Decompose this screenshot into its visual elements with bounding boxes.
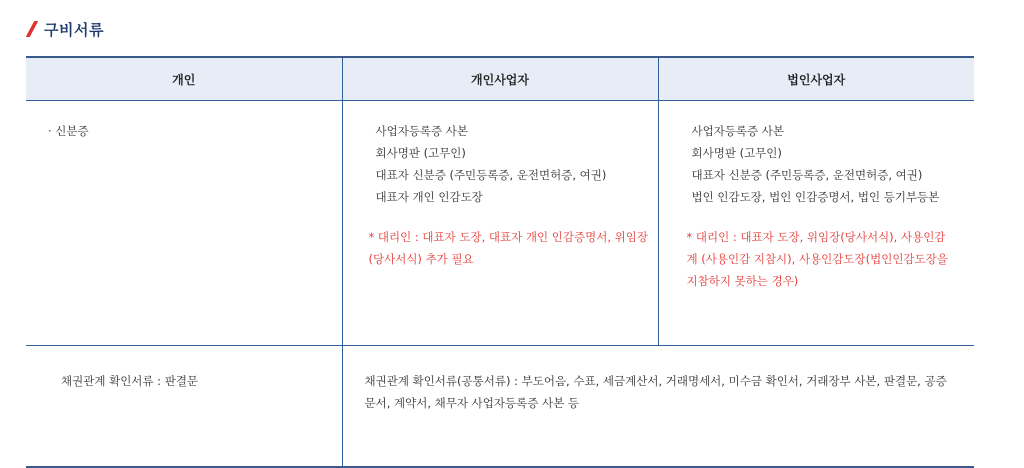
bond-detail-cell: [342, 346, 974, 468]
individual-item: · 신분증: [48, 124, 89, 138]
sole-proprietor-cell: [342, 101, 658, 346]
list-item: 법인 인감도장, 법인 인감증명서, 법인 등기부등본: [691, 190, 940, 204]
list-item: 회사명판 (고무인): [375, 146, 466, 160]
table-row: [26, 346, 974, 468]
table-row: [26, 101, 974, 346]
header-corporation: 법인사업자: [658, 57, 974, 101]
individual-cell: [26, 101, 342, 346]
header-sole-proprietor: 개인사업자: [342, 57, 658, 101]
list-item: 대표자 개인 인감도장: [375, 190, 483, 204]
slash-accent-icon: [26, 21, 39, 37]
section-title: 구비서류: [44, 20, 104, 39]
list-item: 회사명판 (고무인): [691, 146, 782, 160]
list-item: 대표자 신분증 (주민등록증, 운전면허증, 여권): [375, 168, 607, 182]
header-individual: 개인: [26, 57, 342, 101]
list-item: 사업자등록증 사본: [375, 124, 469, 138]
list-item: 사업자등록증 사본: [691, 124, 785, 138]
proxy-note: * 대리인 : 대표자 도장, 대표자 개인 인감증명서, 위임장(당사서식) 추가 필요: [368, 230, 648, 266]
required-documents-table: [26, 56, 974, 468]
bond-label-cell: [26, 346, 342, 468]
corporation-cell: [658, 101, 974, 346]
bond-detail: 채권관계 확인서류(공통서류) : 부도어음, 수표, 세금계산서, 거래명세서, 미수금 확인서, 거래장부 사본, 판결문, 공증문서, 계약서, 채무자 사업자등록증 사본 등: [364, 374, 947, 410]
bond-label: 채권관계 확인서류 : 판결문: [61, 374, 199, 388]
proxy-note: * 대리인 : 대표자 도장, 위임장(당사서식), 사용인감계 (사용인감 지참시), 사용인감도장(법인인감도장을 지참하지 못하는 경우): [686, 230, 948, 288]
table-header-row: [26, 57, 974, 101]
section-heading: [26, 18, 104, 40]
corporation-list: [692, 120, 975, 208]
sole-proprietor-list: [376, 120, 658, 208]
list-item: 대표자 신분증 (주민등록증, 운전면허증, 여권): [691, 168, 923, 182]
